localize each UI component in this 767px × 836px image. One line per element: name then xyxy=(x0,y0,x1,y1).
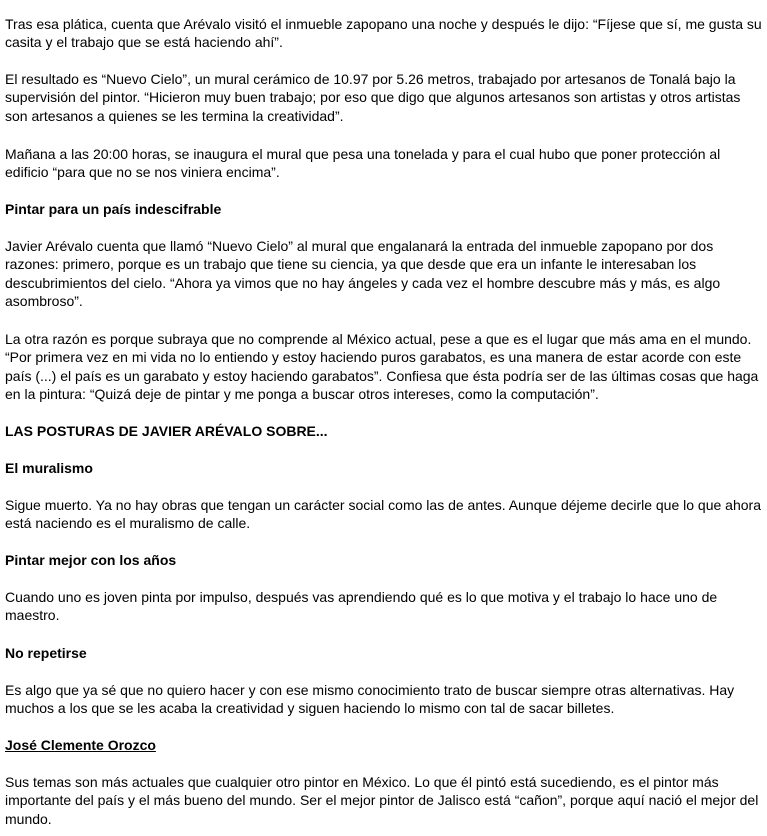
paragraph: Javier Arévalo cuenta que llamó “Nuevo Cielo” al mural que engalanará la entrada del inmueble zapopano por dos razones: primero, porque es un trabajo que tiene su ciencia, ya que desde que era un infante le interesaban los descubrimientos del cielo. “Ahora ya vimos que no hay ángeles y cada vez el hombre descubre más y más, es algo asombroso”. xyxy=(5,238,721,309)
section-heading: LAS POSTURAS DE JAVIER ARÉVALO SOBRE... xyxy=(5,423,328,439)
paragraph: Cuando uno es joven pinta por impulso, después vas aprendiendo qué es lo que motiva y el trabajo lo hace uno de maestro. xyxy=(5,589,718,624)
paragraph: Es algo que ya sé que no quiero hacer y con ese mismo conocimiento trato de buscar siempre otras alternativas. Hay muchos a los que se les acaba la creatividad y siguen haciendo lo mismo con tal de sacar billetes. xyxy=(5,682,735,717)
paragraph: Sus temas son más actuales que cualquier otro pintor en México. Lo que él pintó está sucediendo, es el pintor más importante del país y el más bueno del mundo. Ser el mejor pintor de Jalisco está “cañon”, porque aquí nació el mejor del mundo. xyxy=(5,774,759,827)
paragraph: Tras esa plática, cuenta que Arévalo visitó el inmueble zapopano una noche y después le dijo: “Fíjese que sí, me gusta su casita y el trabajo que se está haciendo ahí”. xyxy=(5,16,762,51)
orozco-link[interactable]: José Clemente Orozco xyxy=(5,737,156,753)
subheading: No repetirse xyxy=(5,645,87,661)
subheading: Pintar mejor con los años xyxy=(5,552,177,568)
paragraph: Mañana a las 20:00 horas, se inaugura el mural que pesa una tonelada y para el cual hubo que poner protección al edificio “para que no se nos viniera encima”. xyxy=(5,146,721,181)
paragraph: Sigue muerto. Ya no hay obras que tengan un carácter social como las de antes. Aunque déjeme decirle que lo que ahora está naciendo es el muralismo de calle. xyxy=(5,497,761,532)
section-heading: Pintar para un país indescifrable xyxy=(5,201,222,217)
subheading: El muralismo xyxy=(5,460,93,476)
subheading-link[interactable] xyxy=(5,736,763,754)
paragraph: El resultado es “Nuevo Cielo”, un mural cerámico de 10.97 por 5.26 metros, trabajado por artesanos de Tonalá bajo la supervisión del pintor. “Hicieron muy buen trabajo; por eso que digo que algunos artesanos son artistas y otros artistas son artesanos a quienes se les termina la creatividad”. xyxy=(5,71,741,124)
paragraph: La otra razón es porque subraya que no comprende al México actual, pese a que es el lugar que más ama en el mundo. “Por primera vez en mi vida no lo entiendo y estoy haciendo puros garabatos, es una manera de estar acorde con este país (...) el país es un garabato y estoy haciendo garabatos”. Confiesa que ésta podría ser de las últimas cosas que haga en la pintura: “Quizá deje de pintar y me ponga a buscar otros intereses, como la computación”. xyxy=(5,331,759,402)
